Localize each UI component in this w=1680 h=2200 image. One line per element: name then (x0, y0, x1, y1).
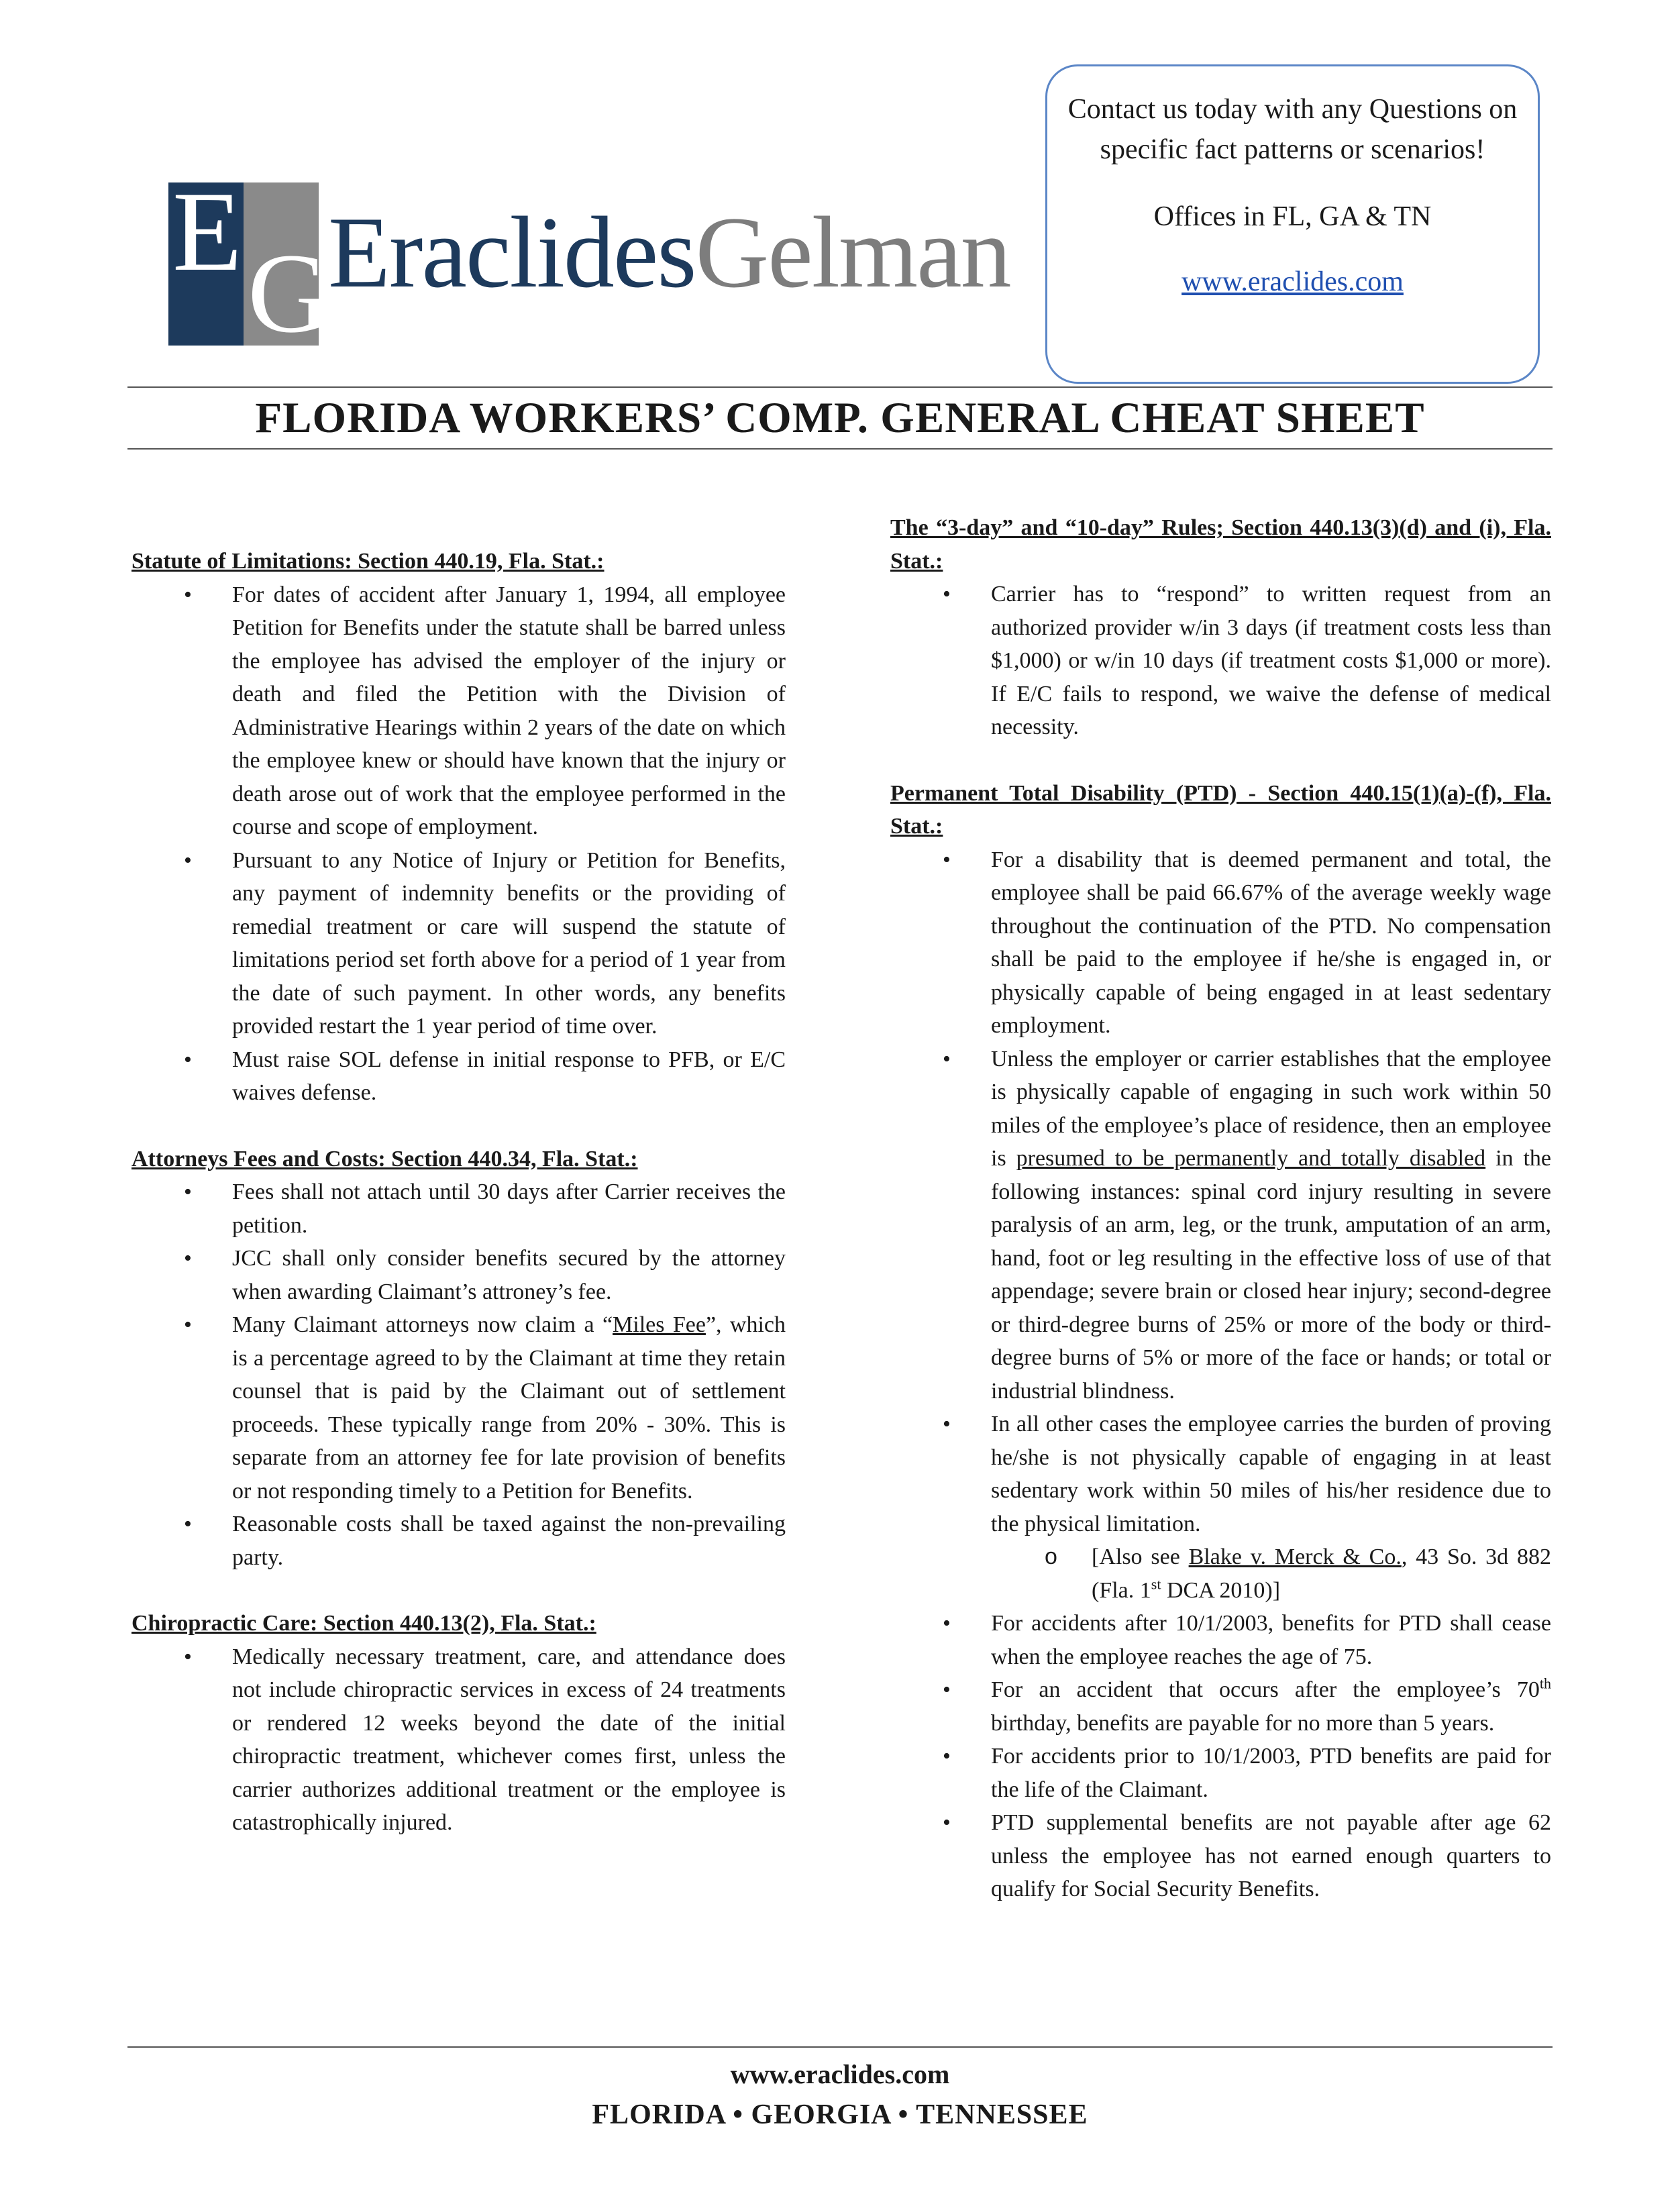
list-item (890, 1408, 1551, 1607)
list-item (132, 844, 786, 1043)
fees-list (132, 1175, 786, 1574)
rules-list (890, 578, 1551, 744)
ptd-item-5-sup: th (1539, 1675, 1551, 1692)
fees-item-3-post: ”, which is a percentage agreed to by the Claimant at time they retain counsel that is paid by the Claimant out of settlement proceeds. These typically range from 20% - 30%. This is separate from an attorney fee for late provision of benefits or not responding timely to a Petition for Benefits. (232, 1312, 786, 1504)
fees-item-3-pre: Many Claimant attorneys now claim a “ (232, 1312, 613, 1337)
list-item (132, 1043, 786, 1110)
right-column (890, 511, 1551, 1939)
footer-url-link[interactable]: www.eraclides.com (730, 2059, 950, 2089)
bullet-icon: • (184, 1246, 192, 1271)
company-logo (168, 168, 1010, 356)
sol-item-1: For dates of accident after January 1, 1994, all employee Petition for Benefits under the statute shall be barred unless the employee has advised the employer of the injury or death and filed the Petition with the Division of Administrative Hearings within 2 years of the date on which the employee knew or should have known that the injury or death arose out of work that the employee performed in the course and scope of employment. (232, 582, 786, 839)
ptd-list (890, 843, 1551, 1906)
rules-heading: The “3-day” and “10-day” Rules; Section 440.13(3)(d) and (i), Fla. Stat.: (890, 515, 1551, 574)
rules-item-1: Carrier has to “respond” to written request from an authorized provider w/in 3 days (if treatment costs less than $1,000) or w/in 10 days (if treatment costs $1,000 or more). If E/C fails to respond, we waive the defense of medical necessity. (991, 582, 1551, 739)
ptd-item-1: For a disability that is deemed permanent and total, the employee shall be paid 66.67% of the average weekly wage throughout the continuation of the PTD. No compensation shall be paid to the employee if he/she is engaged in, or physically capable of being engaged in at least sedentary employment. (991, 847, 1551, 1038)
case-cite-mid: , 43 So. 3d 882 (Fla. 1 (1092, 1544, 1551, 1603)
sol-item-3: Must raise SOL defense in initial response to PFB, or E/C waives defense. (232, 1047, 786, 1105)
page-title: FLORIDA WORKERS’ COMP. GENERAL CHEAT SHEET (255, 394, 1425, 442)
list-item (132, 1175, 786, 1242)
fees-item-1: Fees shall not attach until 30 days after Carrier receives the petition. (232, 1180, 786, 1238)
ptd-item-4: For accidents after 10/1/2003, benefits for PTD shall cease when the employee reaches the age of 75. (991, 1611, 1551, 1669)
footer-rule (127, 2046, 1553, 2048)
bullet-icon: • (184, 1512, 192, 1536)
bullet-icon: • (184, 582, 192, 607)
bullet-icon: • (943, 582, 951, 607)
bullet-icon: • (943, 1744, 951, 1769)
section-chiropractic-care (132, 1607, 786, 1840)
section-attorney-fees (132, 1143, 786, 1575)
logo-g-letter: G (248, 230, 330, 356)
bullet-icon: • (184, 1047, 192, 1072)
title-bottom-rule (127, 448, 1553, 450)
bullet-icon: • (184, 1644, 192, 1669)
ptd-item-2-pre: Unless the employer or carrier establishes that the employee is physically capable of engaging in such work within 50 miles of the employee’s place of residence, then an employee is (991, 1046, 1551, 1171)
list-item (132, 1640, 786, 1840)
list-item (890, 1740, 1551, 1806)
contact-offices: Offices in FL, GA & TN (1153, 201, 1432, 232)
list-item (890, 578, 1551, 744)
fees-item-2: JCC shall only consider benefits secured by the attorney when awarding Claimant’s attroney’s fee. (232, 1246, 786, 1304)
sol-heading: Statute of Limitations: Section 440.19, Fla. Stat.: (132, 549, 605, 574)
ptd-sub-list (890, 1540, 1551, 1607)
case-cite-post: DCA 2010)] (1161, 1577, 1281, 1603)
logo-wordmark (328, 196, 1010, 309)
footer-states: FLORIDA • GEORGIA • TENNESSEE (592, 2099, 1088, 2130)
ptd-item-5-pre: For an accident that occurs after the employee’s 70 (991, 1677, 1540, 1702)
list-item (890, 1806, 1551, 1906)
bullet-icon: • (943, 1412, 951, 1436)
ptd-item-2-post: in the following instances: spinal cord injury resulting in severe paralysis of an arm, leg, or the trunk, amputation of an arm, hand, foot or leg resulting in the effective loss of use of that appendage; severe brain or closed hear injury; second-degree or third-degree burns of 25% or more of the body or third-degree burns of 5% or more of the face or hands; or total or industrial blindness. (991, 1146, 1552, 1404)
title-top-rule (127, 386, 1553, 388)
list-item (132, 1508, 786, 1574)
list-item (890, 1607, 1551, 1673)
ptd-item-6: For accidents prior to 10/1/2003, PTD benefits are paid for the life of the Claimant. (991, 1744, 1551, 1802)
bullet-icon: • (184, 847, 192, 873)
bullet-icon: • (184, 1312, 192, 1337)
case-cite-sup: st (1151, 1575, 1161, 1593)
section-permanent-total-disability (890, 777, 1551, 1906)
list-item (132, 1308, 786, 1508)
contact-url-link[interactable]: www.eraclides.com (1182, 266, 1404, 297)
circle-bullet-icon: o (1045, 1544, 1057, 1569)
chiro-heading: Chiropractic Care: Section 440.13(2), Fla. Stat.: (132, 1611, 596, 1636)
contact-box (1045, 64, 1540, 384)
ptd-presumption-term: presumed to be permanently and totally disabled (1016, 1146, 1486, 1171)
case-name-blake-v-merck: Blake v. Merck & Co. (1188, 1544, 1402, 1569)
left-column (132, 545, 786, 1873)
chiro-list (132, 1640, 786, 1840)
list-item (132, 578, 786, 844)
bullet-icon: • (943, 1677, 951, 1702)
contact-question: Contact us today with any Questions on specific fact patterns or scenarios! (1067, 94, 1518, 165)
list-item (890, 1673, 1551, 1740)
bullet-icon: • (943, 847, 951, 872)
sol-item-2: Pursuant to any Notice of Injury or Petition for Benefits, any payment of indemnity benefits or the providing of remedial treatment or care will suspend the statute of limitations period set forth above for a period of 1 year from the date of such payment. In other words, any benefits provided restart the 1 year period of time over. (232, 847, 786, 1039)
fees-item-4: Reasonable costs shall be taxed against the non-prevailing party. (232, 1512, 786, 1570)
bullet-icon: • (943, 1611, 951, 1636)
case-cite-pre: [Also see (1092, 1544, 1189, 1569)
logo-word-gelman: Gelman (695, 196, 1010, 309)
ptd-heading: Permanent Total Disability (PTD) - Section 440.15(1)(a)-(f), Fla. Stat.: (890, 780, 1551, 839)
section-statute-of-limitations (132, 545, 786, 1110)
bullet-icon: • (943, 1810, 951, 1835)
list-item (890, 843, 1551, 1043)
section-3-day-10-day-rules (890, 511, 1551, 744)
logo-e-letter: E (172, 168, 242, 295)
ptd-item-5-post: birthday, benefits are payable for no more than 5 years. (991, 1710, 1495, 1736)
logo-word-eraclides: Eraclides (328, 196, 696, 309)
sol-list (132, 578, 786, 1110)
sub-list-item (890, 1540, 1551, 1607)
list-item (890, 1043, 1551, 1408)
ptd-item-7: PTD supplemental benefits are not payable after age 62 unless the employee has not earned enough quarters to qualify for Social Security Benefits. (991, 1810, 1551, 1901)
miles-fee-term: Miles Fee (613, 1312, 706, 1337)
bullet-icon: • (943, 1046, 951, 1071)
bullet-icon: • (184, 1180, 192, 1204)
list-item (132, 1242, 786, 1308)
fees-heading: Attorneys Fees and Costs: Section 440.34, Fla. Stat.: (132, 1146, 638, 1171)
chiro-item-1: Medically necessary treatment, care, and attendance does not include chiropractic services in excess of 24 treatments or rendered 12 weeks beyond the date of the initial chiropractic treatment, whichever comes first, unless the carrier authorizes additional treatment or the employee is catastrophically injured. (232, 1644, 786, 1835)
ptd-item-3: In all other cases the employee carries the burden of proving he/she is not physically capable of engaging in at least sedentary work within 50 miles of his/her residence due to the physical limitation. (991, 1412, 1551, 1536)
